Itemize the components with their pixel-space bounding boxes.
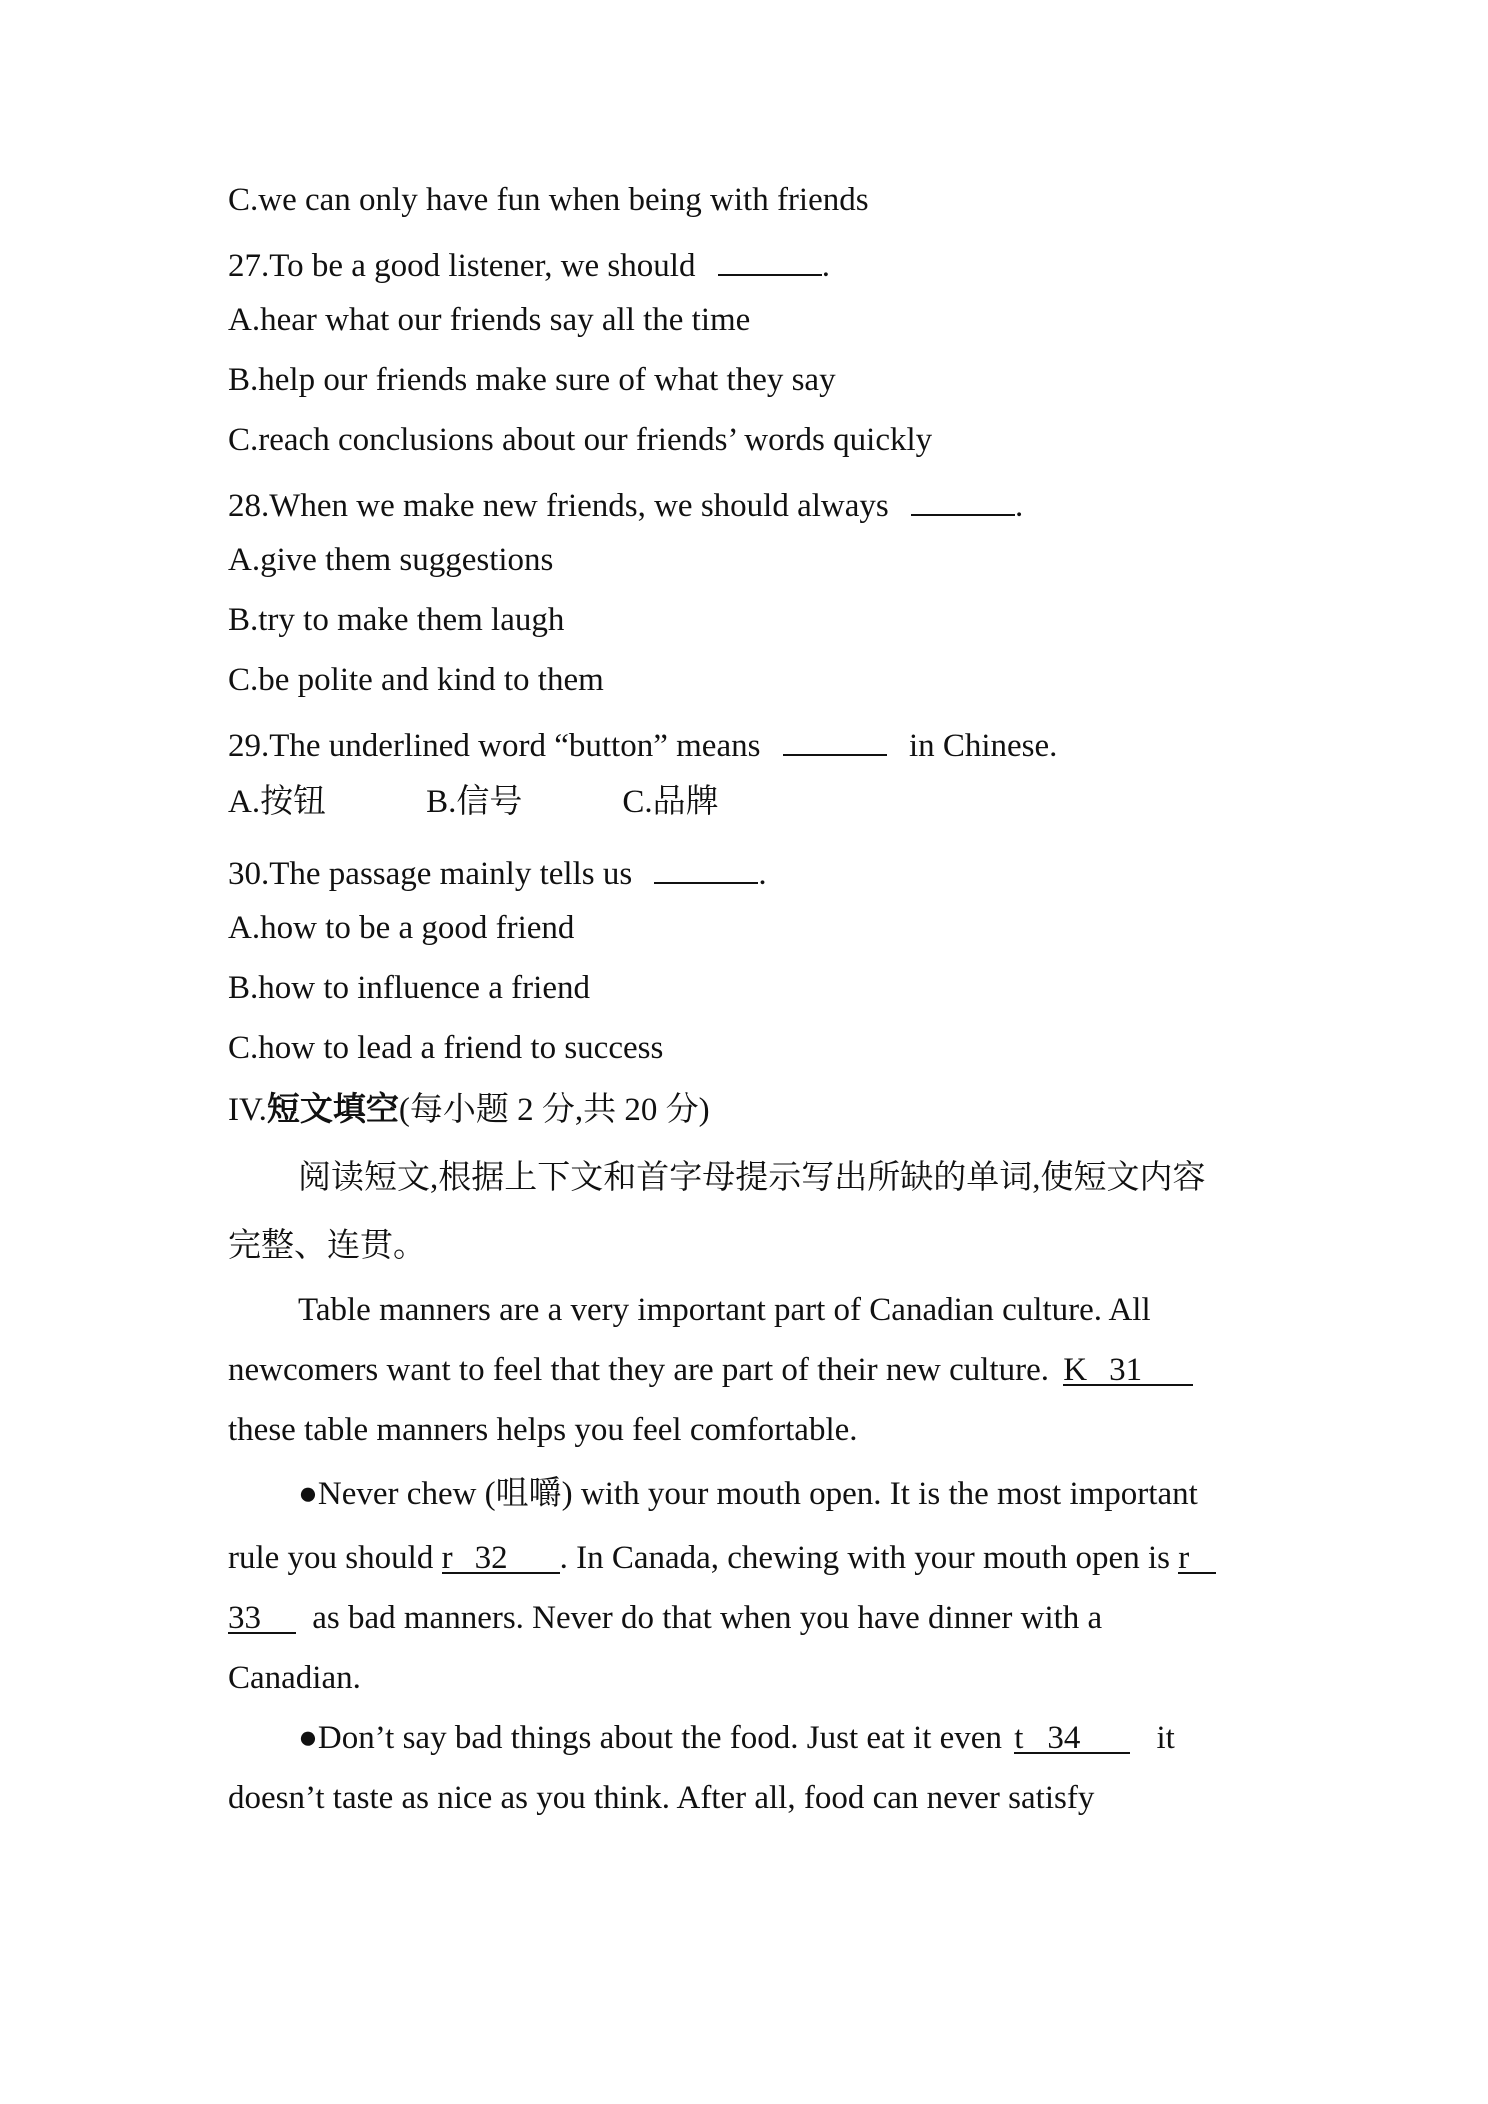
q28-answer-blank [911, 480, 1015, 516]
blank-31-letter: K [1063, 1352, 1088, 1388]
passage-p3-text-b: it [1156, 1720, 1175, 1756]
passage-p1-line-2 [228, 1350, 1193, 1390]
blank-34-number: 34 [1047, 1720, 1081, 1756]
q29-stem-text: 29.The underlined word “button” means [228, 728, 761, 764]
q29-tail: in Chinese. [908, 728, 1058, 764]
blank-33-letter: r [1178, 1540, 1190, 1576]
q28-option-b: B.try to make them laugh [228, 602, 565, 638]
passage-p1-text: newcomers want to feel that they are part of their new culture. [228, 1352, 1049, 1388]
blank-34-letter: t [1014, 1720, 1024, 1756]
blank-32-letter: r [441, 1540, 453, 1576]
q27-option-a: A.hear what our friends say all the time [228, 302, 751, 338]
q30-stem-text: 30.The passage mainly tells us [228, 856, 633, 892]
passage-p3-line-2: doesn’t taste as nice as you think. After all, food can never satisfy [228, 1780, 1095, 1816]
blank-34 [1014, 1718, 1130, 1754]
passage-p2-line-2 [228, 1538, 1216, 1578]
section-heading [228, 1090, 710, 1130]
blank-33-start [1178, 1538, 1216, 1574]
blank-31 [1063, 1350, 1193, 1386]
q28-option-c: C.be polite and kind to them [228, 662, 604, 698]
q27-option-b: B.help our friends make sure of what they say [228, 362, 836, 398]
q28-period: . [1014, 488, 1024, 524]
q29-option-c: C.品牌 [622, 784, 719, 820]
q29-options [228, 782, 719, 822]
q30-option-b: B.how to influence a friend [228, 970, 590, 1006]
instructions-line-2: 完整、连贯。 [228, 1228, 426, 1264]
passage-p2-text-b: . In Canada, chewing with your mouth open is [559, 1540, 1170, 1576]
q30-answer-blank [654, 848, 758, 884]
q29-answer-blank [783, 720, 887, 756]
q29-stem [228, 720, 1057, 766]
q30-period: . [758, 856, 767, 892]
q27-stem-text: 27.To be a good listener, we should [228, 248, 696, 284]
blank-31-number: 31 [1109, 1352, 1143, 1388]
passage-p1-line-1: Table manners are a very important part of Canadian culture. All [298, 1292, 1151, 1328]
q28-stem-text: 28.When we make new friends, we should always [228, 488, 889, 524]
passage-p2-text-c: as bad manners. Never do that when you have dinner with a [312, 1600, 1103, 1636]
q27-period: . [821, 248, 830, 284]
q26-option-c: C.we can only have fun when being with friends [228, 182, 869, 218]
blank-33-end [228, 1598, 296, 1634]
instructions-line-1: 阅读短文,根据上下文和首字母提示写出所缺的单词,使短文内容 [298, 1160, 1206, 1196]
q27-stem [228, 240, 830, 286]
q30-stem [228, 848, 767, 894]
q29-option-a: A.按钮 [228, 784, 327, 820]
q28-option-a: A.give them suggestions [228, 542, 554, 578]
passage-p1-line-3: these table manners helps you feel comfortable. [228, 1412, 858, 1448]
q30-option-a: A.how to be a good friend [228, 910, 575, 946]
q27-answer-blank [718, 240, 822, 276]
blank-33-number: 33 [228, 1600, 261, 1636]
section-score: (每小题 2 分,共 20 分) [398, 1092, 710, 1128]
passage-p2-line-3 [228, 1598, 1102, 1638]
q29-option-b: B.信号 [426, 784, 523, 820]
passage-p2-line-4: Canadian. [228, 1660, 361, 1696]
q30-option-c: C.how to lead a friend to success [228, 1030, 664, 1066]
passage-p3-text-a: ●Don’t say bad things about the food. Just eat it even [298, 1720, 1002, 1756]
passage-p2-text-a: rule you should [228, 1540, 434, 1576]
passage-p3-line-1 [298, 1718, 1175, 1758]
passage-p2-line-1: ●Never chew (咀嚼) with your mouth open. It is the most important [298, 1476, 1198, 1512]
blank-32-number: 32 [474, 1540, 508, 1576]
q28-stem [228, 480, 1023, 526]
q27-option-c: C.reach conclusions about our friends’ words quickly [228, 422, 933, 458]
blank-32 [442, 1538, 560, 1574]
section-title: 短文填空 [266, 1092, 399, 1128]
section-number: IV. [228, 1092, 267, 1128]
